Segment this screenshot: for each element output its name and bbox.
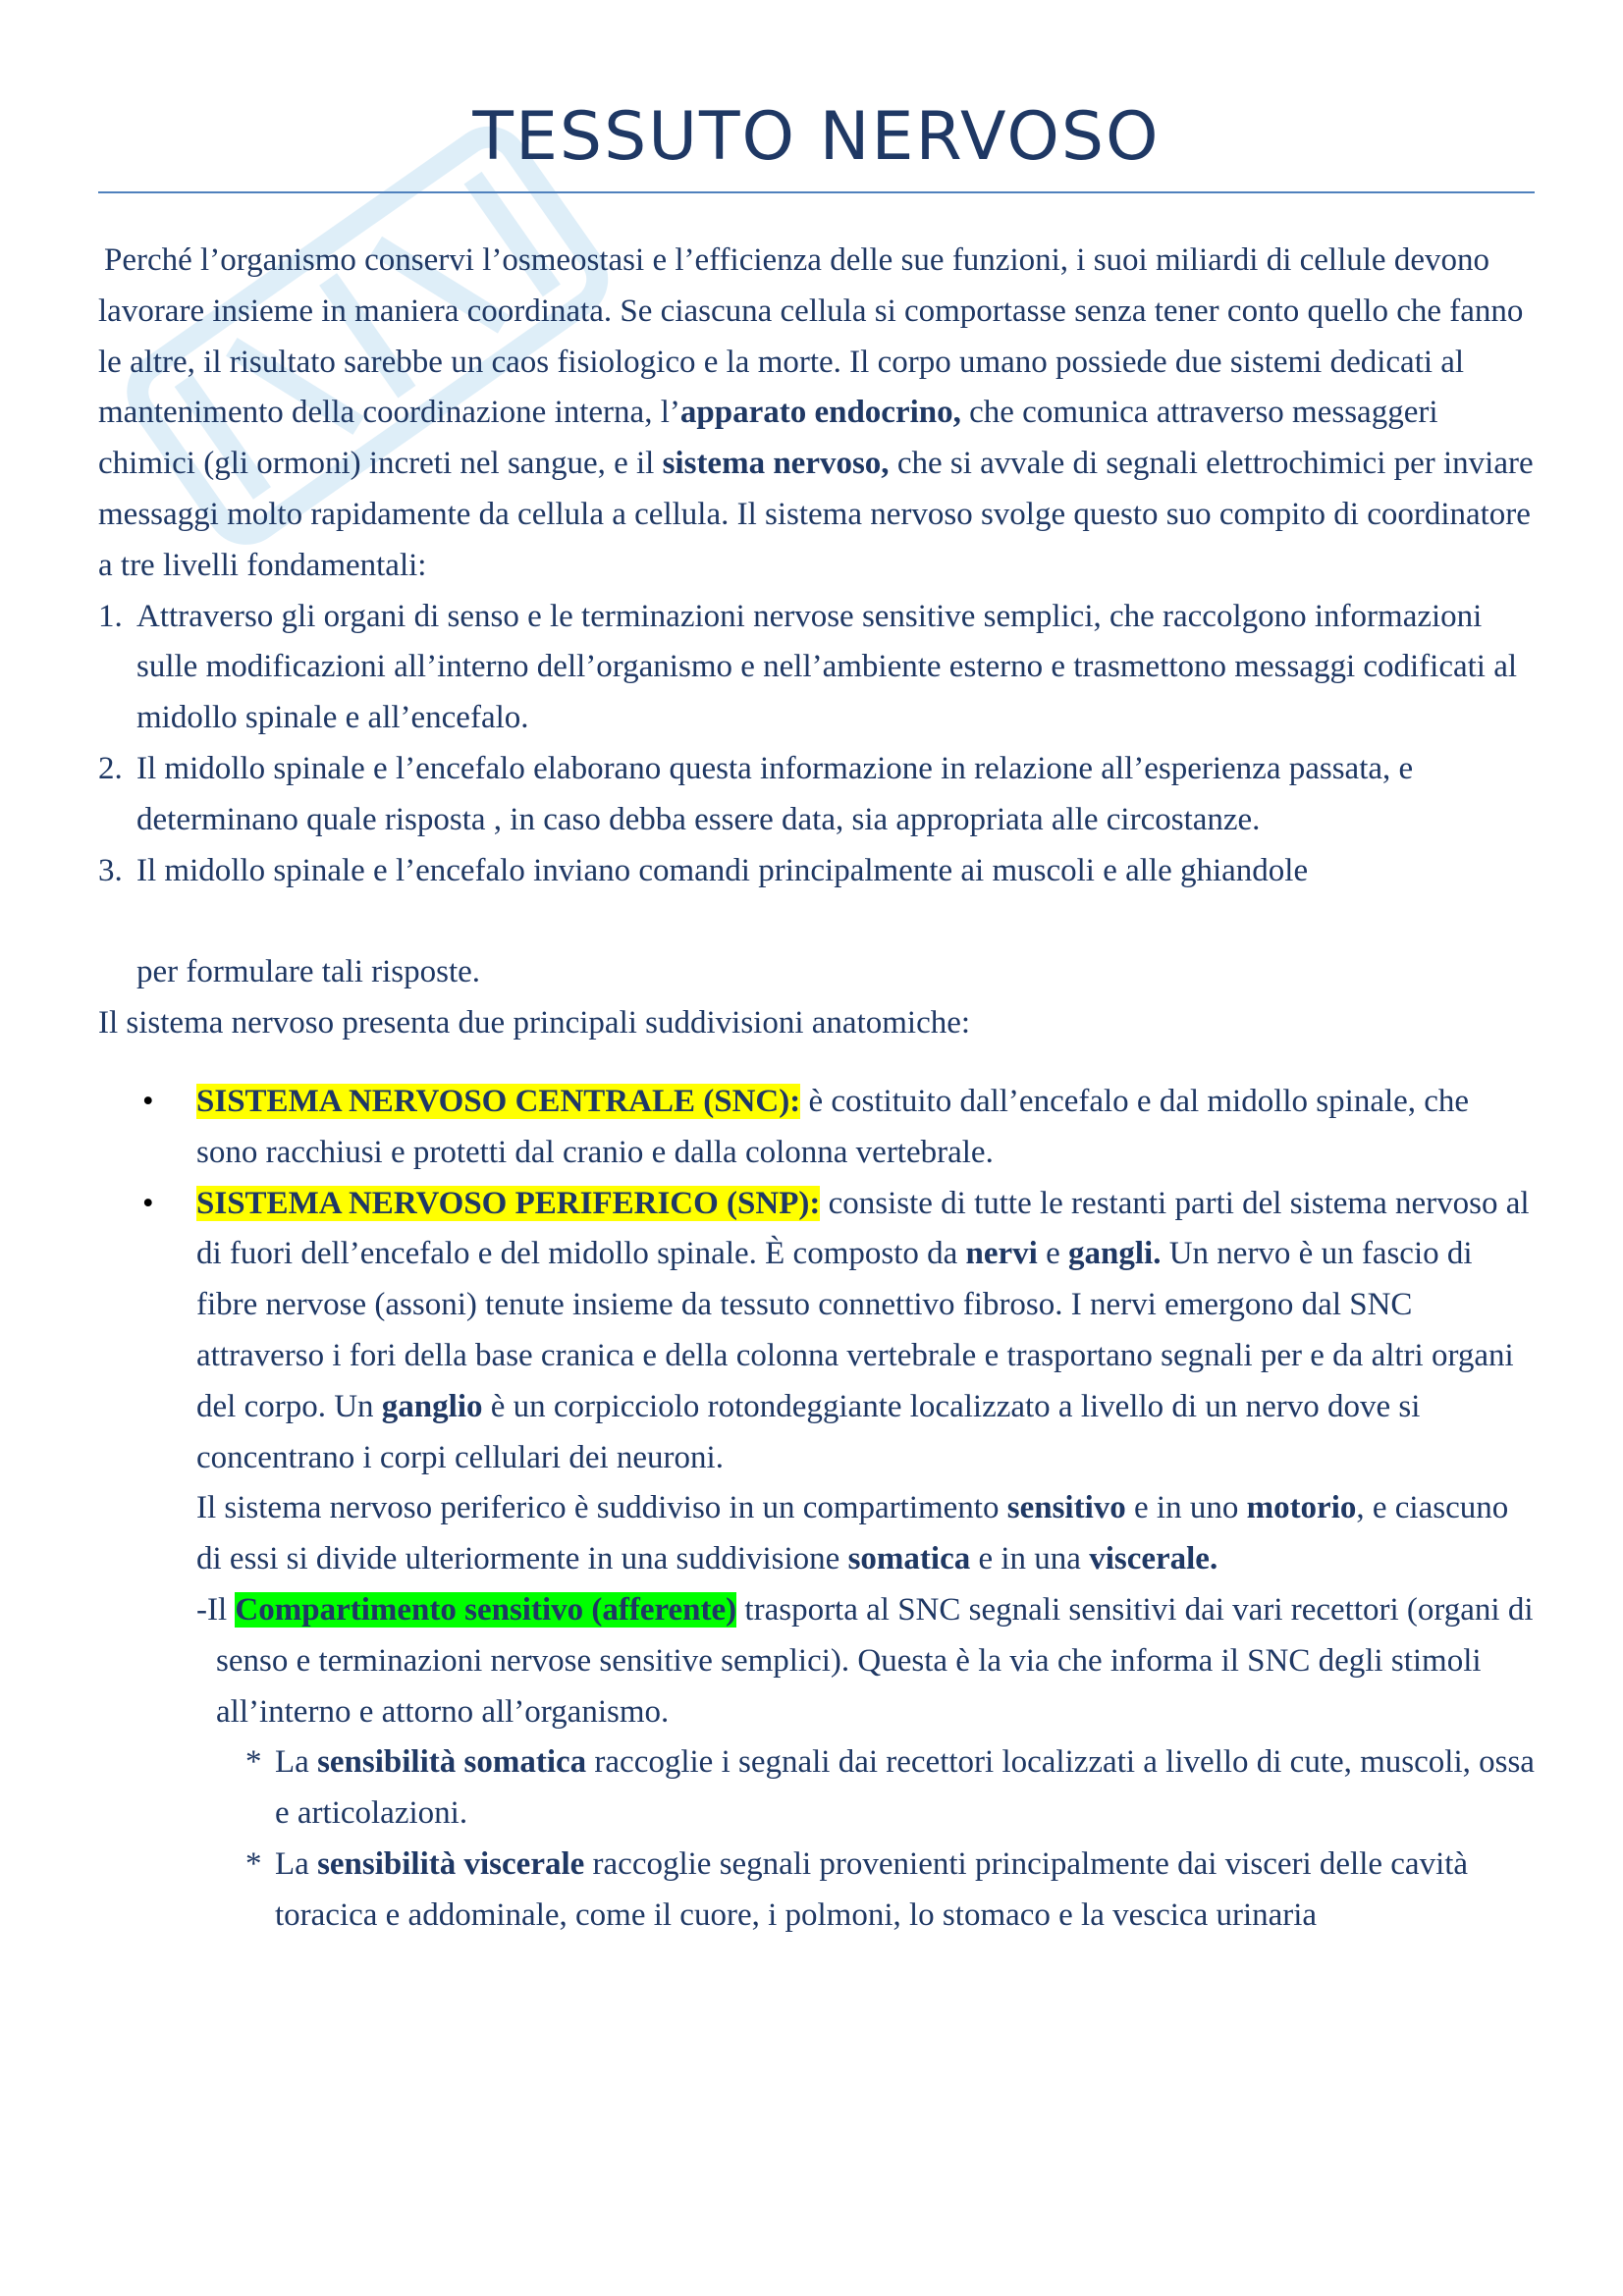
snc-label: SISTEMA NERVOSO CENTRALE (SNC):: [196, 1083, 801, 1119]
somatic-sensibility-item: * La sensibilità somatica raccoglie i segnali dai recettori localizzati a livello di cute, muscoli, ossa e articolazioni.: [245, 1744, 1535, 1832]
document-body: [98, 236, 1535, 1942]
list-item-snc: • SISTEMA NERVOSO CENTRALE (SNC): è costituito dall’encefalo e dal midollo spinale, che sono racchiusi e protetti dal cranio e dalla colonna vertebrale.: [98, 1077, 1535, 1179]
page-title: TESSUTO NERVOSO: [472, 98, 1161, 176]
bullet-icon: •: [142, 1185, 154, 1221]
intro-paragraph: Perché l’organismo conservi l’osmeostasi e l’efficienza delle sue funzioni, i suoi miliardi di cellule devono lavorare insieme in maniera coordinata. Se ciascuna cellula si comportasse senza tener conto quello che fanno le altre, il risultato sarebbe un caos fisiologico e la morte. Il corpo umano possiede due sistemi dedicati al mantenimento della coordinazione interna, l’apparato endocrino, che comunica attraverso messaggeri chimici (gli ormoni) increti nel sangue, e il sistema nervoso, che si avvale di segnali elettrochimici per inviare messaggi molto rapidamente da cellula a cellula. Il sistema nervoso svolge questo suo compito di coordinatore a tre livelli fondamentali:: [98, 242, 1534, 583]
afferent-label: Compartimento sensitivo (afferente): [235, 1591, 737, 1628]
bullet-icon: •: [142, 1083, 154, 1119]
term-sistema-nervoso: sistema nervoso,: [662, 446, 890, 482]
list-item: 2. Il midollo spinale e l’encefalo elaborano questa informazione in relazione all’esperienza passata, e determinano quale risposta , in caso debba essere data, sia appropriata alle circostanze.: [98, 750, 1414, 837]
snp-label: SISTEMA NERVOSO PERIFERICO (SNP):: [196, 1185, 821, 1221]
divisions-intro: Il sistema nervoso presenta due principali suddivisioni anatomiche:: [98, 1005, 971, 1041]
list-item-snp: • SISTEMA NERVOSO PERIFERICO (SNP): consiste di tutte le restanti parti del sistema nervoso al di fuori dell’encefalo e del midollo spinale. È composto da nervi e gangli. Un nervo è un fascio di fibre nervose (assoni) tenute insieme da tessuto connettivo fibroso. I nervi emergono dal SNC attraverso i fori della base cranica e della colonna vertebrale e trasportano segnali per e da altri organi del corpo. Un ganglio è un corpicciolo rotondeggiante localizzato a livello di un nervo dove si concentrano i corpi cellulari dei neuroni. Il sistema nervoso periferico è suddiviso in un compartimento sensitivo e in uno motorio, e ciascuno di essi si divide ulteriormente in una suddivisione somatica e in una viscerale. -Il Compartimento sensitivo (afferente) trasporta al SNC segnali sensitivi dai vari recettori (organi di senso e terminazioni nervose sensitive semplici). Questa è la via che informa il SNC degli stimoli all’interno e attorno all’organismo. * La sensibilità somatica raccoglie i segnali dai recettori localizzati a livello di cute, muscoli, ossa e articolazioni. * La sensibilità viscerale raccoglie segnali provenienti principalmente dai visceri delle cavità toracica e addominale, come il cuore, i polmoni, lo stomaco e la vescica urinaria: [98, 1179, 1535, 1942]
list-item: 1. Attraverso gli organi di senso e le terminazioni nervose sensitive semplici, che raccolgono informazioni sulle modificazioni all’interno dell’organismo e nell’ambiente esterno e trasmettono messaggi codificati al midollo spinale e all’encefalo.: [98, 598, 1518, 736]
levels-list: [98, 592, 1535, 999]
title-rule: [98, 191, 1535, 193]
afferent-paragraph: -Il Compartimento sensitivo (afferente) trasporta al SNC segnali sensitivi dai vari recettori (organi di senso e terminazioni nervose sensitive semplici). Questa è la via che informa il SNC degli stimoli all’interno e attorno all’organismo.: [196, 1591, 1534, 1730]
term-apparato-endocrino: apparato endocrino,: [679, 395, 961, 431]
list-item: 3. Il midollo spinale e l’encefalo inviano comandi principalmente ai muscoli e alle ghiandole per formulare tali risposte.: [98, 852, 1309, 990]
visceral-sensibility-item: * La sensibilità viscerale raccoglie segnali provenienti principalmente dai visceri delle cavità toracica e addominale, come il cuore, i polmoni, lo stomaco e la vescica urinaria: [245, 1845, 1469, 1933]
divisions-list: [98, 1077, 1535, 1942]
snp-subdivision-paragraph: Il sistema nervoso periferico è suddiviso in un compartimento sensitivo e in uno motorio, e ciascuno di essi si divide ulteriormente in una suddivisione somatica e in una viscerale.: [196, 1490, 1509, 1577]
